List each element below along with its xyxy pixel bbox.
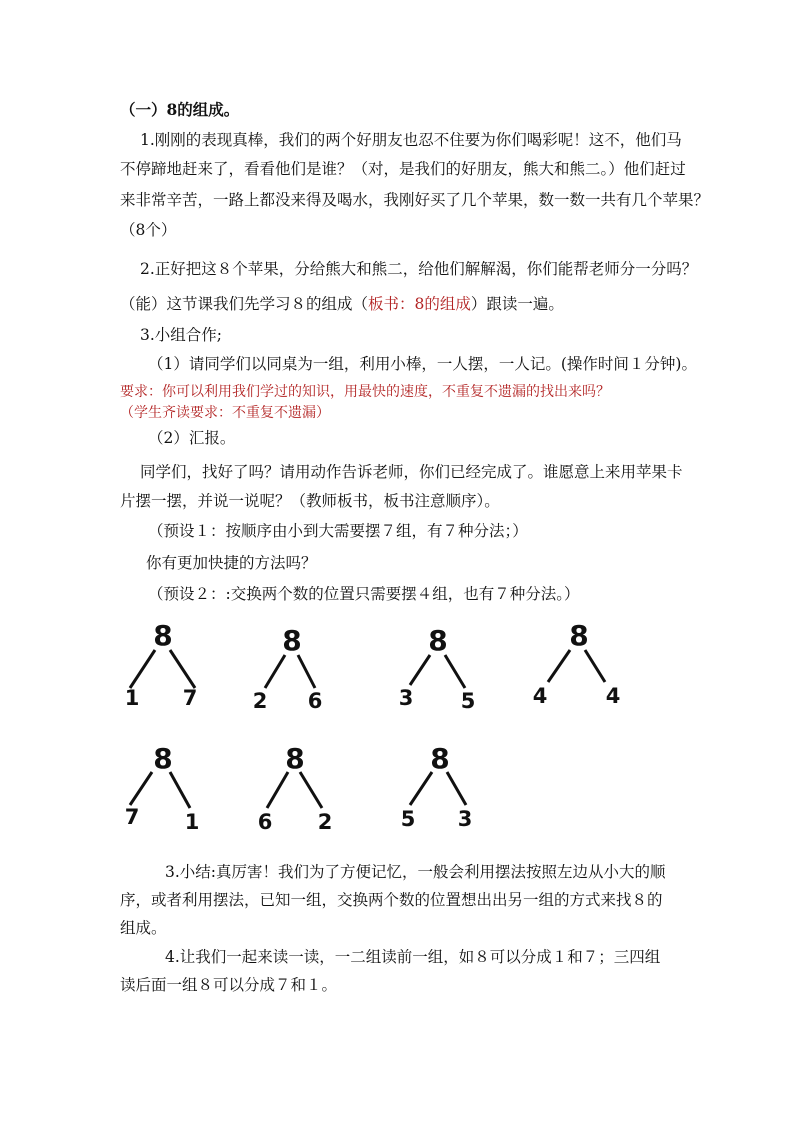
- summary-line-2: 序，或者利用摆法，已知一组，交换两个数的位置想出出另一组的方式来找８的: [120, 891, 663, 909]
- bond-branch-right: [170, 772, 190, 808]
- group-work-step-2: （2）汇报。: [148, 429, 236, 447]
- bond-part-left: 2: [252, 689, 268, 713]
- paragraph-2-line-1: 2.正好把这８个苹果，分给熊大和熊二，给他们解解渴，你们能帮老师分一分吗？: [140, 260, 698, 278]
- bond-part-left: 5: [400, 807, 416, 831]
- bond-total: 8: [428, 624, 448, 657]
- number-bond-2: [253, 624, 323, 713]
- section-title: （一）8的组成。: [120, 100, 240, 119]
- bond-part-right: 2: [317, 810, 333, 834]
- paragraph-2-line-2: [120, 294, 564, 314]
- bond-total: 8: [569, 619, 589, 652]
- reading-line-2: 读后面一组８可以分成７和１。: [120, 976, 338, 994]
- summary-line-3: 组成。: [120, 919, 167, 937]
- number-bond-5: [125, 742, 200, 834]
- bond-branch-right: [585, 650, 605, 682]
- reading-line-1: 4.让我们一起来读一读，一二组读前一组，如８可以分成１和７；三四组: [165, 948, 661, 966]
- number-bond-6: [258, 742, 333, 834]
- bond-part-right: 3: [457, 807, 473, 831]
- bond-part-left: 3: [398, 686, 414, 710]
- group-work-title: 3.小组合作;: [140, 326, 223, 344]
- group-work-step-1: （1）请同学们以同桌为一组，利用小棒，一人摆，一人记。(操作时间１分钟)。: [148, 355, 697, 373]
- bond-part-left: 4: [532, 684, 548, 708]
- number-bond-3: [399, 624, 476, 713]
- bond-total: 8: [153, 619, 173, 652]
- bond-branch-left: [410, 772, 432, 805]
- report-line-2: 片摆一摆，并说一说呢？（教师板书，板书注意顺序）。: [120, 492, 500, 510]
- preset-2: （预设２：:交换两个数的位置只需要摆４组，也有７种分法。）: [148, 585, 580, 603]
- paragraph-1-line-1: 1.刚刚的表现真棒，我们的两个好朋友也忍不住要为你们喝彩呢！这不，他们马: [140, 131, 682, 149]
- bond-part-left: 6: [257, 810, 273, 834]
- bond-part-right: 4: [605, 684, 621, 708]
- paragraph-1-line-2: 不停蹄地赶来了，看看他们是谁？（对，是我们的好朋友，熊大和熊二。）他们赶过: [120, 160, 686, 178]
- paragraph-1-line-4: （8个）: [120, 221, 177, 239]
- bond-total: 8: [430, 742, 450, 775]
- bond-part-right: 5: [460, 689, 476, 713]
- bond-part-left: 1: [124, 686, 140, 710]
- paragraph-2-pre: （能）这节课我们先学习８的组成（: [120, 295, 369, 313]
- bond-part-left: 7: [124, 805, 140, 829]
- board-note: 板书：8的组成: [368, 295, 471, 313]
- bond-total: 8: [282, 624, 302, 657]
- bond-part-right: 7: [182, 686, 198, 710]
- bond-branch-right: [300, 772, 322, 808]
- number-bond-7: [401, 742, 473, 831]
- report-line-1: 同学们，找好了吗？请用动作告诉老师，你们已经完成了。谁愿意上来用苹果卡: [140, 463, 683, 481]
- requirement-line-1: 要求：你可以利用我们学过的知识，用最快的速度，不重复不遗漏的找出来吗？: [120, 384, 610, 400]
- number-bond-diagrams: [0, 600, 794, 850]
- bond-branch-left: [130, 772, 152, 805]
- bond-branch-left: [265, 655, 285, 688]
- bond-total: 8: [285, 742, 305, 775]
- paragraph-2-post: ）跟读一遍。: [470, 295, 564, 313]
- bond-branch-right: [170, 650, 195, 688]
- bond-branch-right: [447, 772, 466, 805]
- bond-branch-left: [410, 655, 430, 685]
- bond-branch-right: [298, 655, 315, 688]
- paragraph-1-line-3: 来非常辛苦，一路上都没来得及喝水，我刚好买了几个苹果，数一数一共有几个苹果？: [120, 191, 710, 209]
- requirement-line-2: （学生齐读要求：不重复不遗漏）: [120, 405, 330, 421]
- summary-line-1: 3.小结:真厉害！我们为了方便记忆，一般会利用摆法按照左边从小大的顺: [165, 863, 666, 881]
- bond-part-right: 1: [184, 810, 200, 834]
- number-bond-4: [533, 619, 621, 708]
- question-line: 你有更加快捷的方法吗？: [146, 554, 317, 572]
- preset-1: （预设１：按顺序由小到大需要摆７组，有７种分法；）: [148, 522, 528, 540]
- number-bond-1: [125, 619, 198, 710]
- bond-branch-left: [548, 650, 570, 682]
- bond-total: 8: [153, 742, 173, 775]
- bond-branch-left: [130, 650, 155, 688]
- bond-branch-right: [445, 655, 465, 688]
- bond-part-right: 6: [307, 689, 323, 713]
- bond-branch-left: [267, 772, 288, 808]
